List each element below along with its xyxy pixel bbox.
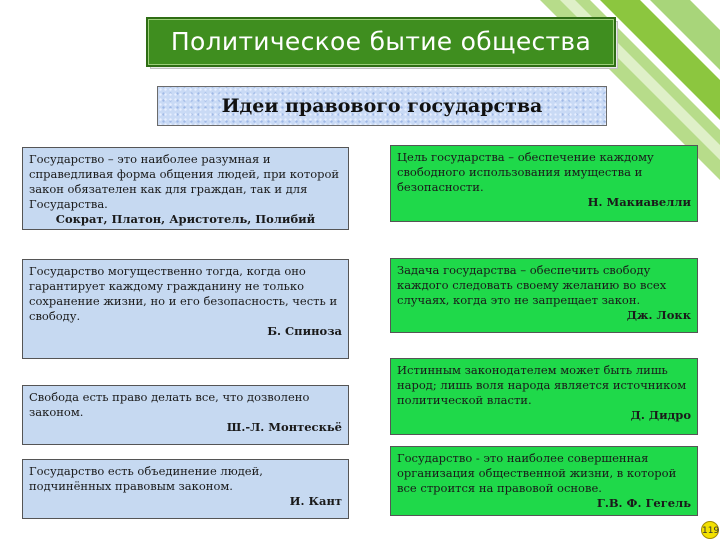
quote-author: Н. Макиавелли	[587, 195, 691, 209]
quote-text: Государство могущественно тогда, когда оно гарантирует каждому гражданину не только сохранение жизни, но и его безопасность, честь и свободу.	[29, 264, 338, 323]
quote-text: Государство – это наиболее разумная и справедливая форма общения людей, при которой закон обязателен как для граждан, так и для Государства.	[29, 152, 340, 211]
quote-text: Государство - это наиболее совершенная организация общественной жизни, в которой все строится на правовой основе.	[397, 451, 677, 495]
quote-text: Свобода есть право делать все, что дозволено законом.	[29, 390, 310, 419]
quote-card-spinoza	[22, 259, 349, 359]
quote-text: Истинным законодателем может быть лишь народ; лишь воля народа является источником политической власти.	[397, 363, 687, 407]
quote-card-diderot	[390, 358, 698, 435]
quote-author: Дж. Локк	[626, 308, 691, 322]
quote-card-socrates	[22, 147, 349, 230]
quote-author: Ш.-Л. Монтескьё	[226, 420, 342, 434]
section-heading: Идеи правового государства	[157, 86, 607, 126]
quote-card-locke	[390, 258, 698, 333]
quote-card-kant	[22, 459, 349, 519]
quote-text: Государство есть объединение людей, подчинённых правовым законом.	[29, 464, 263, 493]
quote-card-montesquieu	[22, 385, 349, 445]
quote-author: Б. Спиноза	[267, 324, 342, 338]
quote-card-machiavelli	[390, 145, 698, 222]
quote-author: И. Кант	[289, 494, 342, 508]
quote-card-hegel	[390, 446, 698, 516]
page-title: Политическое бытие общества	[146, 17, 616, 67]
quote-text: Цель государства – обеспечение каждому свободного использования имущества и безопасности.	[397, 150, 654, 194]
quote-author: Д. Дидро	[630, 408, 691, 422]
quote-author: Сократ, Платон, Аристотель, Полибий	[55, 212, 316, 226]
page-number-badge: 119	[701, 521, 719, 539]
quote-text: Задача государства – обеспечить свободу каждого следовать своему желанию во всех случаях, когда это не запрещает закон.	[397, 263, 667, 307]
quote-author: Г.В. Ф. Гегель	[596, 496, 691, 510]
